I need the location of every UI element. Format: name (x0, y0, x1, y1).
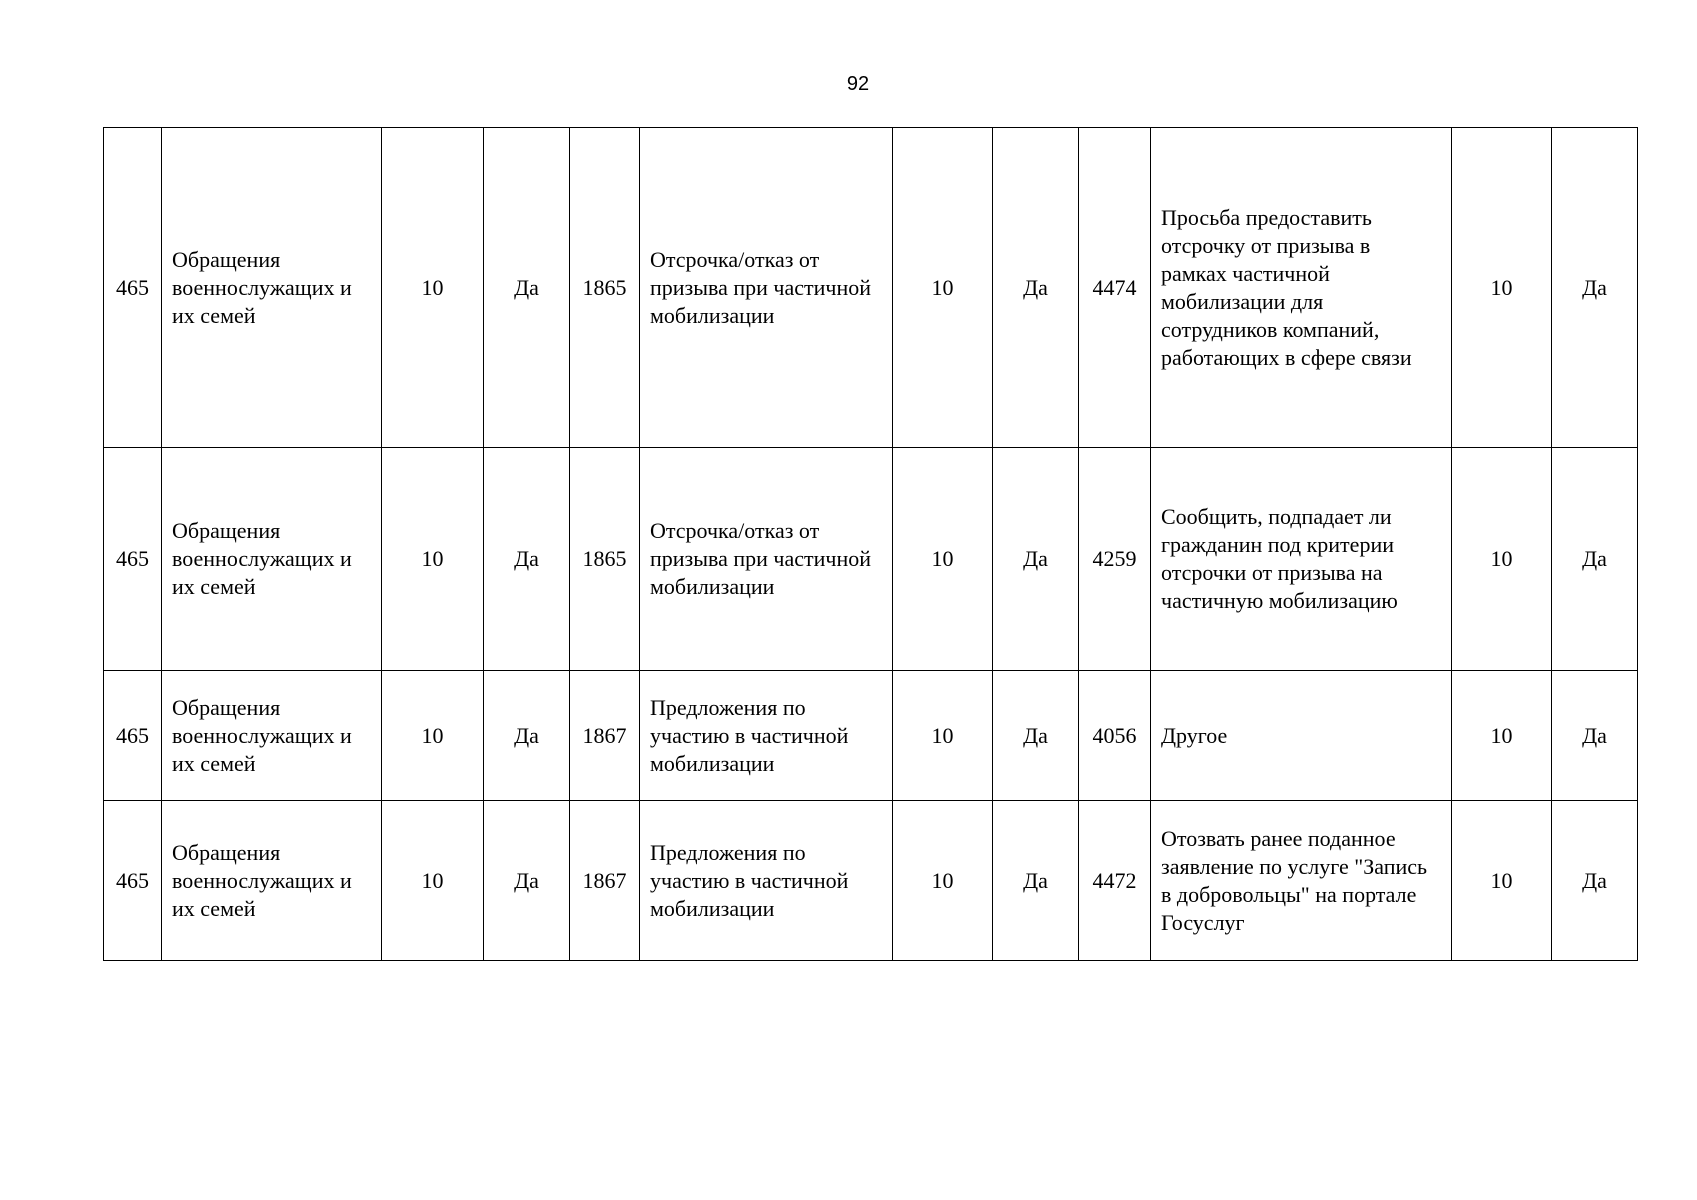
cell-topic-days: 10 (893, 448, 993, 671)
cell-group-days: 10 (382, 671, 484, 801)
cell-group-flag: Да (484, 128, 570, 448)
cell-topic-flag: Да (993, 671, 1079, 801)
document-table (103, 127, 1638, 961)
cell-subtopic-code: 4474 (1079, 128, 1151, 448)
cell-group-name: Обращения военнослужащих и их семей (162, 128, 382, 448)
cell-topic-days: 10 (893, 801, 993, 961)
cell-subtopic-days: 10 (1452, 671, 1552, 801)
cell-subtopic-days: 10 (1452, 801, 1552, 961)
cell-topic-name: Предложения по участию в частичной мобилизации (640, 671, 893, 801)
cell-topic-flag: Да (993, 448, 1079, 671)
table-row (104, 128, 1638, 448)
cell-group-code: 465 (104, 801, 162, 961)
cell-group-name: Обращения военнослужащих и их семей (162, 448, 382, 671)
table-row (104, 671, 1638, 801)
cell-topic-name: Отсрочка/отказ от призыва при частичной мобилизации (640, 448, 893, 671)
cell-subtopic-name: Другое (1151, 671, 1452, 801)
cell-subtopic-name: Сообщить, подпадает ли гражданин под критерии отсрочки от призыва на частичную мобилизацию (1151, 448, 1452, 671)
cell-subtopic-name: Просьба предоставить отсрочку от призыва в рамках частичной мобилизации для сотрудников компаний, работающих в сфере связи (1151, 128, 1452, 448)
cell-subtopic-days: 10 (1452, 448, 1552, 671)
cell-group-code: 465 (104, 448, 162, 671)
cell-topic-flag: Да (993, 128, 1079, 448)
cell-group-flag: Да (484, 448, 570, 671)
cell-subtopic-code: 4472 (1079, 801, 1151, 961)
cell-subtopic-name: Отозвать ранее поданное заявление по услуге "Запись в добровольцы" на портале Госуслуг (1151, 801, 1452, 961)
cell-group-code: 465 (104, 128, 162, 448)
cell-topic-days: 10 (893, 128, 993, 448)
cell-subtopic-days: 10 (1452, 128, 1552, 448)
cell-topic-code: 1865 (570, 448, 640, 671)
cell-group-code: 465 (104, 671, 162, 801)
cell-subtopic-flag: Да (1552, 801, 1638, 961)
cell-subtopic-code: 4056 (1079, 671, 1151, 801)
cell-group-days: 10 (382, 128, 484, 448)
cell-subtopic-code: 4259 (1079, 448, 1151, 671)
page-number: 92 (846, 73, 870, 95)
cell-topic-name: Предложения по участию в частичной мобилизации (640, 801, 893, 961)
cell-topic-name: Отсрочка/отказ от призыва при частичной мобилизации (640, 128, 893, 448)
cell-group-days: 10 (382, 801, 484, 961)
cell-group-days: 10 (382, 448, 484, 671)
cell-subtopic-flag: Да (1552, 128, 1638, 448)
cell-subtopic-flag: Да (1552, 448, 1638, 671)
cell-topic-flag: Да (993, 801, 1079, 961)
cell-group-name: Обращения военнослужащих и их семей (162, 801, 382, 961)
cell-group-flag: Да (484, 671, 570, 801)
cell-topic-code: 1867 (570, 801, 640, 961)
cell-group-flag: Да (484, 801, 570, 961)
table-row (104, 801, 1638, 961)
cell-topic-code: 1865 (570, 128, 640, 448)
cell-topic-days: 10 (893, 671, 993, 801)
table-row (104, 448, 1638, 671)
cell-group-name: Обращения военнослужащих и их семей (162, 671, 382, 801)
cell-topic-code: 1867 (570, 671, 640, 801)
cell-subtopic-flag: Да (1552, 671, 1638, 801)
